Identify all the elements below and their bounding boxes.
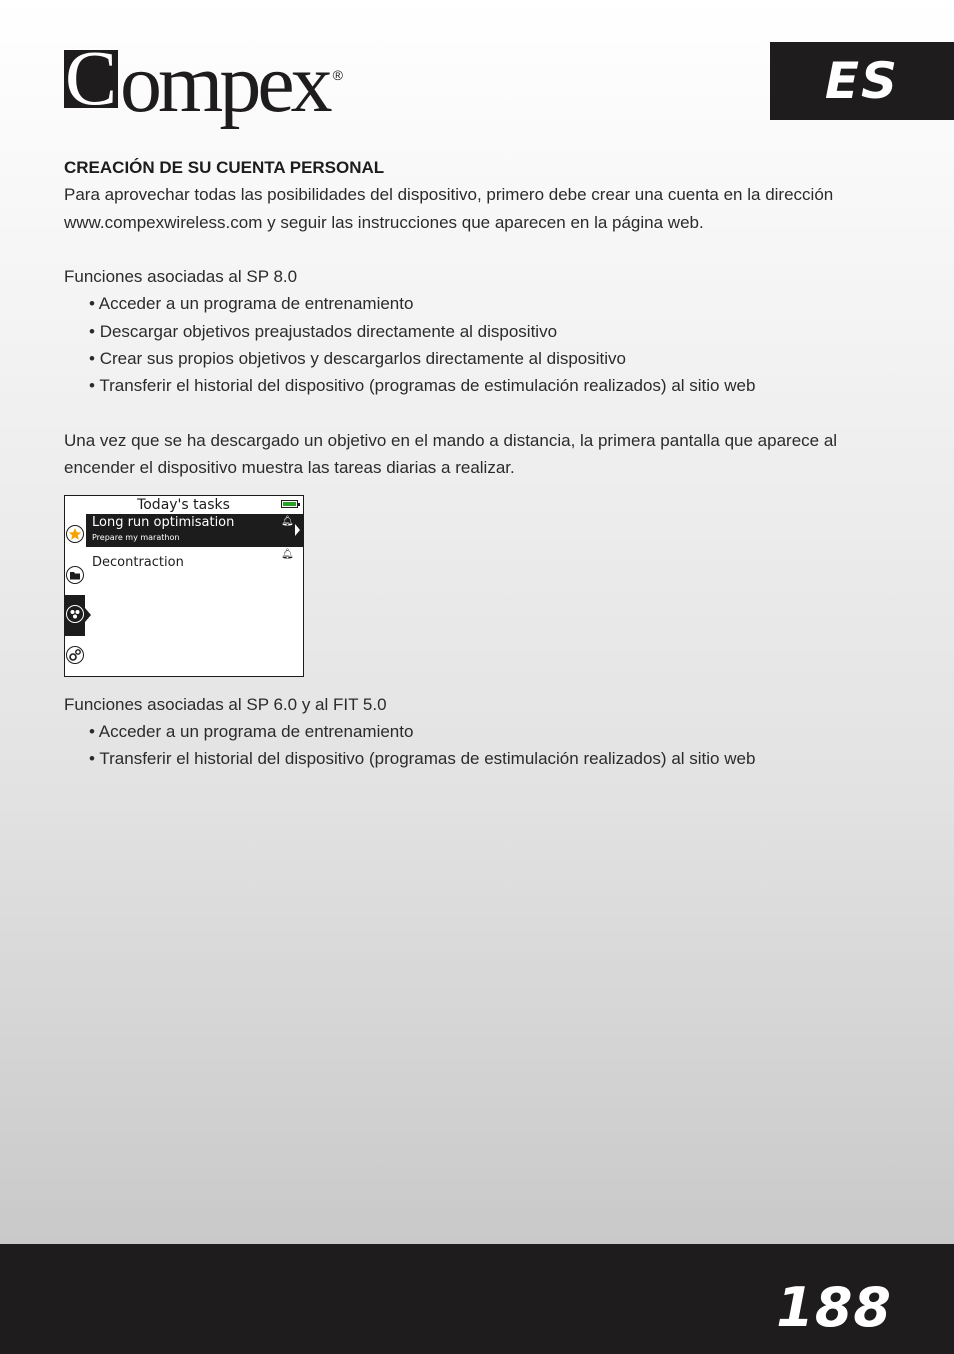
- list-item: • Acceder a un programa de entrenamiento: [89, 718, 864, 745]
- list-item: • Transferir el historial del dispositivo (programas de estimulación realizados) al sitio web: [89, 372, 864, 399]
- folder-icon: [66, 566, 84, 584]
- compex-logo: [64, 37, 343, 130]
- sp6-title: Funciones asociadas al SP 6.0 y al FIT 5.0: [64, 694, 387, 714]
- spacer: [64, 400, 864, 427]
- list-item: • Transferir el historial del dispositivo (programas de estimulación realizados) al sitio web: [89, 745, 864, 772]
- remote-paragraph: Una vez que se ha descargado un objetivo en el mando a distancia, la primera pantalla que aparece al encender el dispositivo muestra las tareas diarias a realizar.: [64, 430, 838, 478]
- list-item: • Descargar objetivos preajustados directamente al dispositivo: [89, 318, 864, 345]
- screen-sidebar: [65, 496, 85, 676]
- chevron-right-icon: [295, 524, 300, 536]
- main-content: [64, 154, 864, 772]
- page-number: 188: [776, 1276, 892, 1339]
- logo-text: ompex: [120, 37, 329, 130]
- tasks-icon: [66, 605, 84, 623]
- list-item: • Crear sus propios objetivos y descargarlos directamente al dispositivo: [89, 345, 864, 372]
- star-icon: [66, 525, 84, 543]
- registered-mark: ®: [332, 67, 343, 83]
- spacer: [64, 236, 864, 263]
- sp6-feature-list: [64, 718, 864, 773]
- screen-title: Today's tasks: [137, 496, 230, 513]
- section-heading: CREACIÓN DE SU CUENTA PERSONAL: [64, 158, 385, 177]
- settings-icon: [66, 646, 84, 664]
- sp8-feature-list: [64, 290, 864, 399]
- task-name: Decontraction: [92, 554, 184, 570]
- bell-icon: 🔔︎: [281, 515, 294, 527]
- list-item: • Acceder a un programa de entrenamiento: [89, 290, 864, 317]
- sidebar-pointer-icon: [85, 608, 91, 622]
- bell-icon: 🔔︎: [281, 548, 294, 560]
- task-item-selected: [86, 514, 303, 547]
- language-badge: ES: [770, 42, 954, 120]
- logo-initial: C: [64, 50, 118, 108]
- page-footer: [0, 1244, 954, 1354]
- intro-paragraph: Para aprovechar todas las posibilidades del dispositivo, primero debe crear una cuenta en la dirección www.compexwireless.com y seguir las instrucciones que aparecen en la página web.: [64, 185, 834, 232]
- battery-icon: [281, 500, 298, 508]
- task-name: Long run optimisation: [92, 514, 235, 530]
- sidebar-active-item: [65, 595, 85, 636]
- sp8-title: Funciones asociadas al SP 8.0: [64, 267, 298, 287]
- task-subtitle: Prepare my marathon: [92, 532, 180, 542]
- device-screen: [64, 495, 304, 677]
